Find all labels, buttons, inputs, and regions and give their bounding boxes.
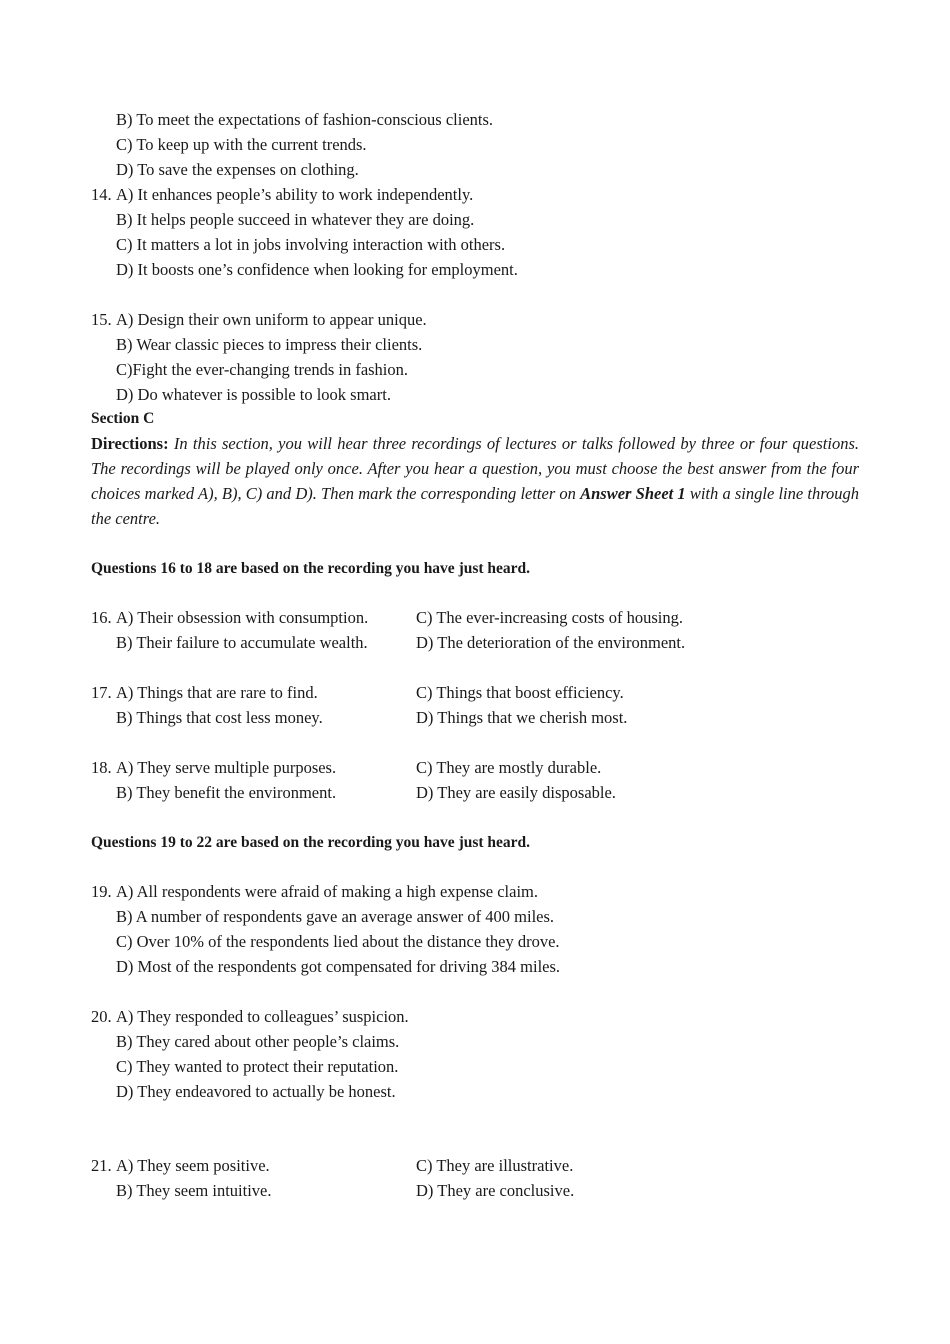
- q16-option-b: B) Their failure to accumulate wealth.: [116, 633, 368, 652]
- q21-option-d: D) They are conclusive.: [416, 1181, 575, 1200]
- q18-number: 18.: [91, 758, 112, 777]
- q19-option-d: D) Most of the respondents got compensated for driving 384 miles.: [116, 957, 561, 976]
- q20-option-c: C) They wanted to protect their reputation.: [116, 1057, 399, 1076]
- q18-option-b: B) They benefit the environment.: [116, 783, 337, 802]
- group1-heading: Questions 16 to 18 are based on the recording you have just heard.: [91, 560, 531, 577]
- directions-text-1: In this section, you will hear three recordings of lectures or talks followed by three or four questions. The recordings will be played only once. After you hear a question, you must choose the best answer from the four choices marked A), B), C) and D). Then mark the corresponding letter on: [91, 434, 860, 503]
- q20-option-a: A) They responded to colleagues’ suspicion.: [116, 1007, 409, 1026]
- q17-option-a: A) Things that are rare to find.: [116, 683, 318, 702]
- q14-number: 14.: [91, 185, 112, 204]
- q16-option-a: A) Their obsession with consumption.: [116, 608, 369, 627]
- q13-option-c: C) To keep up with the current trends.: [116, 135, 367, 154]
- q21-option-a: A) They seem positive.: [116, 1156, 270, 1175]
- group2-heading: Questions 19 to 22 are based on the recording you have just heard.: [91, 834, 531, 851]
- q20-number: 20.: [91, 1007, 112, 1026]
- q18-option-d: D) They are easily disposable.: [416, 783, 616, 802]
- directions-text-2: with a single line through the centre.: [91, 484, 860, 528]
- q14-option-b: B) It helps people succeed in whatever they are doing.: [116, 210, 475, 229]
- answer-sheet-label: Answer Sheet 1: [580, 484, 686, 503]
- q19-option-a: A) All respondents were afraid of making a high expense claim.: [116, 882, 538, 901]
- q19-option-c: C) Over 10% of the respondents lied about the distance they drove.: [116, 932, 560, 951]
- q15-option-c: C)Fight the ever-changing trends in fashion.: [116, 360, 409, 379]
- q15-option-a: A) Design their own uniform to appear unique.: [116, 310, 427, 329]
- section-title: Section C: [91, 410, 155, 427]
- q17-option-d: D) Things that we cherish most.: [416, 708, 628, 727]
- q15-option-d: D) Do whatever is possible to look smart.: [116, 385, 391, 404]
- q18-option-c: C) They are mostly durable.: [416, 758, 602, 777]
- q20-option-b: B) They cared about other people’s claims.: [116, 1032, 400, 1051]
- q18-option-a: A) They serve multiple purposes.: [116, 758, 337, 777]
- q19-option-b: B) A number of respondents gave an average answer of 400 miles.: [116, 907, 555, 926]
- q16-option-c: C) The ever-increasing costs of housing.: [416, 608, 683, 627]
- q14-option-c: C) It matters a lot in jobs involving interaction with others.: [116, 235, 506, 254]
- q21-option-b: B) They seem intuitive.: [116, 1181, 272, 1200]
- q21-option-c: C) They are illustrative.: [416, 1156, 574, 1175]
- q16-number: 16.: [91, 608, 112, 627]
- directions-label: Directions:: [91, 434, 169, 453]
- section-directions: [91, 431, 859, 531]
- q17-option-c: C) Things that boost efficiency.: [416, 683, 624, 702]
- q15-option-b: B) Wear classic pieces to impress their clients.: [116, 335, 423, 354]
- q19-number: 19.: [91, 882, 112, 901]
- q14-option-a: A) It enhances people’s ability to work independently.: [116, 185, 474, 204]
- q13-option-d: D) To save the expenses on clothing.: [116, 160, 359, 179]
- q21-number: 21.: [91, 1156, 112, 1175]
- q13-option-b: B) To meet the expectations of fashion-conscious clients.: [116, 110, 494, 129]
- q20-option-d: D) They endeavored to actually be honest.: [116, 1082, 396, 1101]
- q16-option-d: D) The deterioration of the environment.: [416, 633, 686, 652]
- q14-option-d: D) It boosts one’s confidence when looking for employment.: [116, 260, 518, 279]
- q17-option-b: B) Things that cost less money.: [116, 708, 323, 727]
- q15-number: 15.: [91, 310, 112, 329]
- q17-number: 17.: [91, 683, 112, 702]
